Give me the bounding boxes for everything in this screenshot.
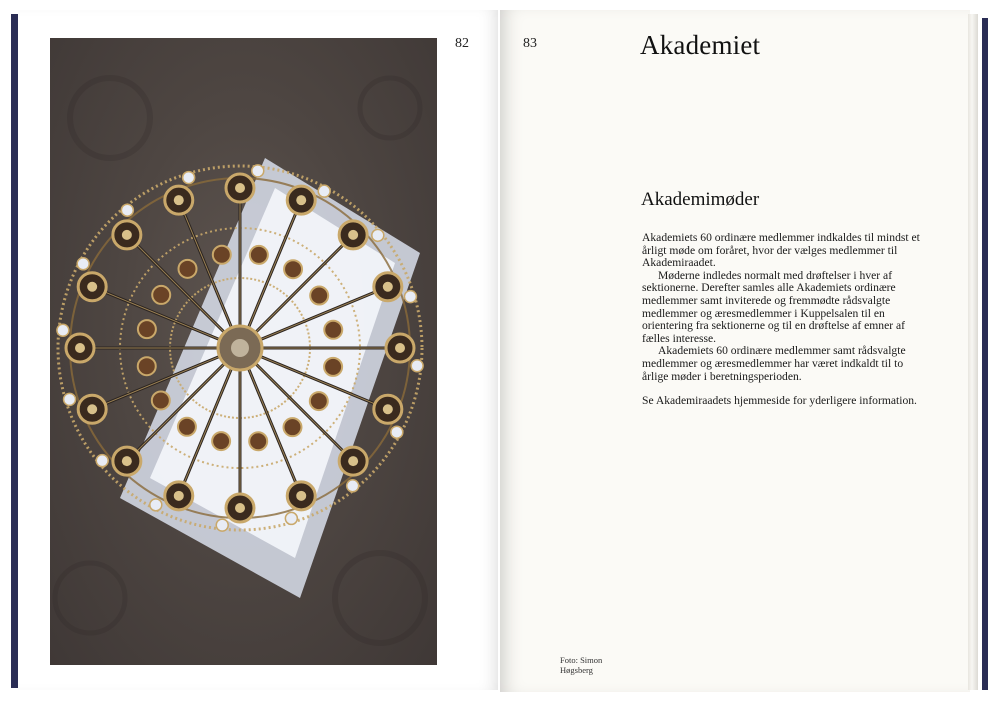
candle-cup-center — [87, 282, 97, 292]
candle-cup-center — [383, 404, 393, 414]
section-title: Akademiet — [640, 30, 761, 60]
ornament-medallion — [284, 260, 302, 278]
ornament-medallion — [324, 321, 342, 339]
candle-cup-center — [75, 343, 85, 353]
ornament-medallion — [152, 391, 170, 409]
chandelier-illustration — [50, 38, 437, 665]
ornament-medallion — [310, 392, 328, 410]
candle-cup-center — [174, 195, 184, 205]
ornament-medallion — [324, 358, 342, 376]
ornament-medallion — [250, 246, 268, 264]
crystal-drop — [318, 185, 330, 197]
crystal-drop — [372, 229, 384, 241]
ornament-medallion — [310, 287, 328, 305]
chandelier-frame — [57, 165, 423, 531]
candle-cup-center — [348, 230, 358, 240]
paragraph: Se Akademiraadets hjemmeside for yderligere information. — [642, 394, 917, 408]
page-number-left: 82 — [455, 36, 469, 51]
ornament-medallion — [138, 357, 156, 375]
candle-cup-center — [87, 404, 97, 414]
ornament-medallion — [138, 320, 156, 338]
page-heading: Akademimøder — [641, 189, 760, 210]
paragraph: Akademiets 60 ordinære medlemmer indkaldes til mindst et årligt møde om foråret, hvor der vælges medlemmer til Akademiraadet. — [642, 231, 920, 270]
crystal-drop — [404, 291, 416, 303]
crystal-drop — [183, 172, 195, 184]
body-text — [642, 232, 922, 408]
photo-credit-line: Foto: Simon — [560, 655, 603, 665]
ornament-medallion — [212, 432, 230, 450]
paragraph: Møderne indledes normalt med drøftelser i hver af sektionerne. Derefter samles alle Akademiets ordinære medlemmer samt inviterede og fremmødte rådsvalgte medlemmer og æresmedlemmer i Kuppelsalen til en orientering fra sektionerne og til en drøftelse af emner af fælles interesse. — [642, 268, 905, 345]
candle-cup-center — [395, 343, 405, 353]
crystal-drop — [391, 426, 403, 438]
photo-credit-line: Høgsberg — [560, 665, 593, 675]
paragraph: Akademiets 60 ordinære medlemmer samt rådsvalgte medlemmer og æresmedlemmer har været indkaldt til to årlige møder i beretningsperioden. — [642, 344, 906, 383]
ornament-medallion — [179, 260, 197, 278]
ornament-medallion — [249, 432, 267, 450]
book-cover-edge-right — [982, 18, 988, 690]
crystal-drop — [77, 258, 89, 270]
crystal-drop — [121, 204, 133, 216]
photo-credit — [560, 655, 602, 675]
candle-cup-center — [122, 456, 132, 466]
ornament-medallion — [178, 418, 196, 436]
center-boss-inner — [231, 339, 249, 357]
crystal-drop — [411, 360, 423, 372]
candle-cup-center — [174, 491, 184, 501]
candle-cup-center — [235, 503, 245, 513]
crystal-drop — [216, 519, 228, 531]
candle-cup-center — [122, 230, 132, 240]
crystal-drop — [252, 165, 264, 177]
crystal-drop — [347, 480, 359, 492]
candle-cup-center — [348, 456, 358, 466]
candle-cup-center — [296, 491, 306, 501]
book-cover-edge-left — [11, 14, 18, 688]
crystal-drop — [285, 512, 297, 524]
crystal-drop — [150, 499, 162, 511]
chandelier-photo — [50, 38, 437, 665]
crystal-drop — [64, 393, 76, 405]
crystal-drop — [57, 324, 69, 336]
candle-cup-center — [296, 195, 306, 205]
page-stack-edge — [968, 14, 978, 690]
candle-cup-center — [235, 183, 245, 193]
ornament-medallion — [213, 246, 231, 264]
crystal-drop — [96, 455, 108, 467]
candle-cup-center — [383, 282, 393, 292]
page-number-right: 83 — [523, 36, 537, 51]
ornament-medallion — [283, 418, 301, 436]
ornament-medallion — [152, 286, 170, 304]
